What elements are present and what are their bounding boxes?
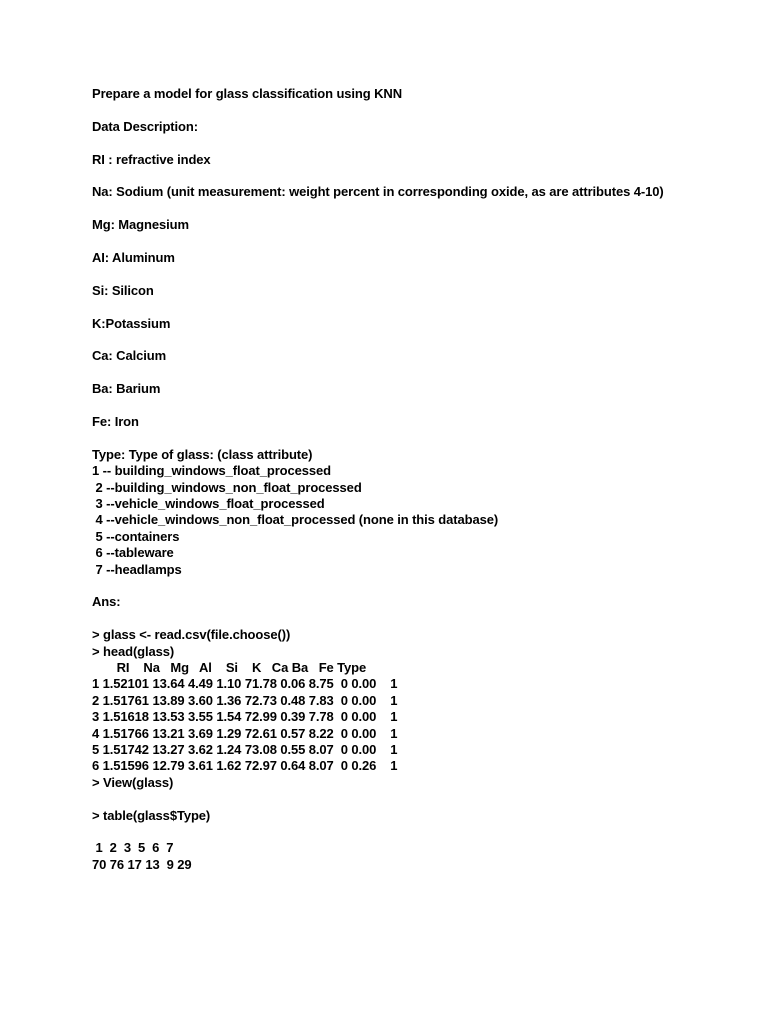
- code-output-row: 5 1.51742 13.27 3.62 1.24 73.08 0.55 8.07 0 0.00 1: [92, 742, 398, 758]
- spacer: [92, 266, 752, 282]
- type-item: 3 --vehicle_windows_float_processed: [92, 495, 325, 511]
- code-output-row: 1 1.52101 13.64 4.49 1.10 71.78 0.06 8.75 0 0.00 1: [92, 676, 398, 692]
- attribute-al: AI: Aluminum: [92, 249, 175, 265]
- spacer: [92, 135, 752, 151]
- attribute-k: K:Potassium: [92, 315, 171, 331]
- type-heading: Type: Type of glass: (class attribute): [92, 446, 313, 462]
- spacer: [92, 365, 752, 381]
- type-item: 1 -- building_windows_float_processed: [92, 463, 332, 479]
- code-output-row: 6 1.51596 12.79 3.61 1.62 72.97 0.64 8.07 0 0.26 1: [92, 758, 398, 774]
- spacer: [92, 299, 752, 315]
- ans-heading: Ans:: [92, 594, 121, 610]
- spacer: [92, 332, 752, 348]
- code-output-row: 2 1.51761 13.89 3.60 1.36 72.73 0.48 7.83 0 0.00 1: [92, 692, 398, 708]
- code-output-row: 3 1.51618 13.53 3.55 1.54 72.99 0.39 7.78 0 0.00 1: [92, 709, 398, 725]
- spacer: [92, 791, 752, 807]
- spacer: [92, 168, 752, 184]
- spacer: [92, 430, 752, 446]
- table-counts: 70 76 17 13 9 29: [92, 856, 192, 872]
- type-item: 7 --headlamps: [92, 561, 182, 577]
- table-command: > table(glass$Type): [92, 807, 211, 823]
- attribute-na: Na: Sodium (unit measurement: weight percent in corresponding oxide, as are attributes 4-10): [92, 184, 664, 200]
- code-line: > glass <- read.csv(file.choose()): [92, 627, 291, 643]
- attribute-ca: Ca: Calcium: [92, 348, 167, 364]
- code-line: > View(glass): [92, 774, 174, 790]
- code-line: > head(glass): [92, 643, 175, 659]
- spacer: [92, 398, 752, 414]
- table-header: 1 2 3 5 6 7: [92, 840, 174, 856]
- type-item: 5 --containers: [92, 528, 180, 544]
- spacer: [92, 578, 752, 594]
- attribute-mg: Mg: Magnesium: [92, 217, 189, 233]
- attribute-ri: RI : refractive index: [92, 151, 211, 167]
- spacer: [92, 234, 752, 250]
- document-body: [92, 86, 752, 873]
- attribute-ba: Ba: Barium: [92, 381, 161, 397]
- type-item: 2 --building_windows_non_float_processed: [92, 479, 362, 495]
- code-output-header: RI Na Mg Al Si K Ca Ba Fe Type: [92, 660, 367, 676]
- attribute-si: Si: Silicon: [92, 282, 154, 298]
- spacer: [92, 102, 752, 118]
- code-output-row: 4 1.51766 13.21 3.69 1.29 72.61 0.57 8.22 0 0.00 1: [92, 725, 398, 741]
- type-item: 4 --vehicle_windows_non_float_processed (none in this database): [92, 512, 499, 528]
- spacer: [92, 824, 752, 840]
- document-title: Prepare a model for glass classification using KNN: [92, 86, 402, 101]
- spacer: [92, 611, 752, 627]
- type-item: 6 --tableware: [92, 545, 174, 561]
- attribute-fe: Fe: Iron: [92, 413, 139, 429]
- data-description-heading: Data Description:: [92, 118, 198, 134]
- spacer: [92, 201, 752, 217]
